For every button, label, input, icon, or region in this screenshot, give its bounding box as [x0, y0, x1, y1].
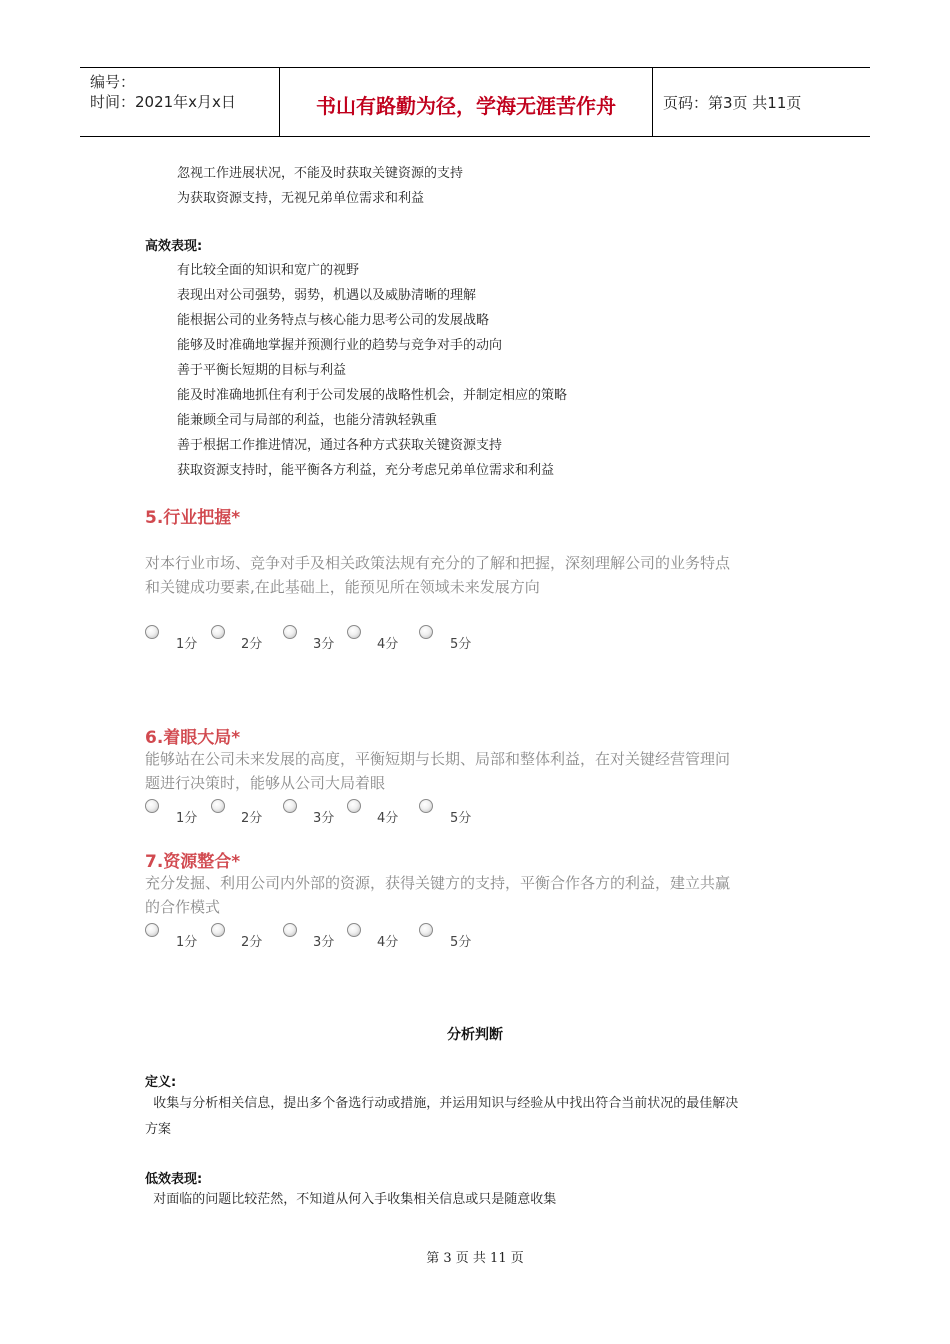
high-perf-item: 有比较全面的知识和宽广的视野 — [177, 263, 360, 278]
radio-button[interactable] — [419, 923, 433, 937]
option-label: 2分 — [241, 637, 263, 652]
option-label: 4分 — [377, 935, 399, 950]
section-title: 分析判断 — [447, 1027, 503, 1043]
option-label: 4分 — [377, 811, 399, 826]
high-perf-item: 善于根据工作推进情况，通过各种方式获取关键资源支持 — [177, 438, 503, 453]
radio-button[interactable] — [283, 923, 297, 937]
question-7-title — [145, 847, 240, 872]
radio-button[interactable] — [211, 625, 225, 639]
high-perf-item: 表现出对公司强势，弱势，机遇以及威胁清晰的理解 — [177, 288, 477, 303]
header-meta — [80, 68, 280, 136]
question-desc-line: 能够站在公司未来发展的高度，平衡短期与长期、局部和整体利益，在对关键经营管理问 — [145, 750, 731, 768]
question-title-text: 5.行业把握 — [145, 508, 232, 528]
number-label: 编号： — [90, 73, 136, 91]
option-label: 1分 — [176, 935, 198, 950]
radio-button[interactable] — [347, 625, 361, 639]
question-6-description — [145, 747, 815, 795]
option-label: 1分 — [176, 811, 198, 826]
option-label: 2分 — [241, 811, 263, 826]
high-perf-item: 能够及时准确地掌握并预测行业的趋势与竞争对手的动向 — [177, 338, 503, 353]
low-perf-label: 低效表现: — [145, 1172, 203, 1187]
question-desc-line: 对本行业市场、竞争对手及相关政策法规有充分的了解和把握，深刻理解公司的业务特点 — [145, 554, 731, 572]
option-label: 5分 — [450, 811, 472, 826]
high-perf-item: 善于平衡长短期的目标与利益 — [177, 363, 347, 378]
definition-line: 收集与分析相关信息，提出多个备选行动或措施，并运用知识与经验从中找出符合当前状况的最佳解决 — [145, 1096, 739, 1111]
radio-button[interactable] — [211, 923, 225, 937]
option-label: 5分 — [450, 935, 472, 950]
question-desc-line: 题进行决策时，能够从公司大局着眼 — [145, 774, 386, 792]
high-perf-item: 获取资源支持时，能平衡各方利益，充分考虑兄弟单位需求和利益 — [177, 463, 555, 478]
definition-label: 定义: — [145, 1075, 177, 1090]
question-title-text: 6.着眼大局 — [145, 728, 232, 748]
radio-button[interactable] — [211, 799, 225, 813]
high-perf-item: 能兼顾全司与局部的利益，也能分清孰轻孰重 — [177, 413, 438, 428]
definition-line: 方案 — [145, 1122, 172, 1137]
high-perf-item: 能根据公司的业务特点与核心能力思考公司的发展战略 — [177, 313, 490, 328]
question-6-options — [145, 799, 545, 826]
option-label: 4分 — [377, 637, 399, 652]
header-page-label: 页码：第3页 共11页 — [663, 93, 802, 112]
header-motto: 书山有路勤为径，学海无涯苦作舟 — [280, 68, 653, 136]
question-5-description — [145, 551, 815, 599]
radio-button[interactable] — [283, 625, 297, 639]
radio-button[interactable] — [145, 923, 159, 937]
definition-text — [145, 1091, 825, 1143]
option-label: 3分 — [313, 637, 335, 652]
continued-line: 为获取资源支持，无视兄弟单位需求和利益 — [177, 191, 425, 206]
question-desc-line: 充分发掘、利用公司内外部的资源，获得关键方的支持，平衡合作各方的利益，建立共赢 — [145, 874, 731, 892]
radio-button[interactable] — [419, 799, 433, 813]
high-perf-label: 高效表现: — [145, 239, 203, 254]
radio-button[interactable] — [347, 799, 361, 813]
question-title-text: 7.资源整合 — [145, 852, 232, 872]
option-label: 5分 — [450, 637, 472, 652]
low-perf-line: 对面临的问题比较茫然，不知道从何入手收集相关信息或只是随意收集 — [145, 1192, 557, 1207]
radio-button[interactable] — [145, 625, 159, 639]
option-label: 3分 — [313, 935, 335, 950]
required-star: * — [231, 508, 241, 528]
required-star: * — [231, 852, 241, 872]
question-5-options — [145, 625, 545, 652]
option-label: 1分 — [176, 637, 198, 652]
radio-button[interactable] — [283, 799, 297, 813]
question-6-title — [145, 723, 240, 748]
page-header — [80, 67, 870, 137]
option-label: 2分 — [241, 935, 263, 950]
question-5-title — [145, 503, 240, 528]
time-label: 时间：2021年x月x日 — [90, 93, 236, 111]
question-desc-line: 和关键成功要素,在此基础上，能预见所在领域未来发展方向 — [145, 578, 540, 596]
high-perf-item: 能及时准确地抓住有利于公司发展的战略性机会，并制定相应的策略 — [177, 388, 568, 403]
radio-button[interactable] — [347, 923, 361, 937]
radio-button[interactable] — [419, 625, 433, 639]
required-star: * — [231, 728, 241, 748]
page-footer: 第 3 页 共 11 页 — [426, 1251, 524, 1266]
radio-button[interactable] — [145, 799, 159, 813]
low-perf-text — [145, 1187, 825, 1213]
option-label: 3分 — [313, 811, 335, 826]
continued-line: 忽视工作进展状况，不能及时获取关键资源的支持 — [177, 166, 464, 181]
question-7-description — [145, 871, 815, 919]
question-7-options — [145, 923, 545, 950]
question-desc-line: 的合作模式 — [145, 898, 221, 916]
